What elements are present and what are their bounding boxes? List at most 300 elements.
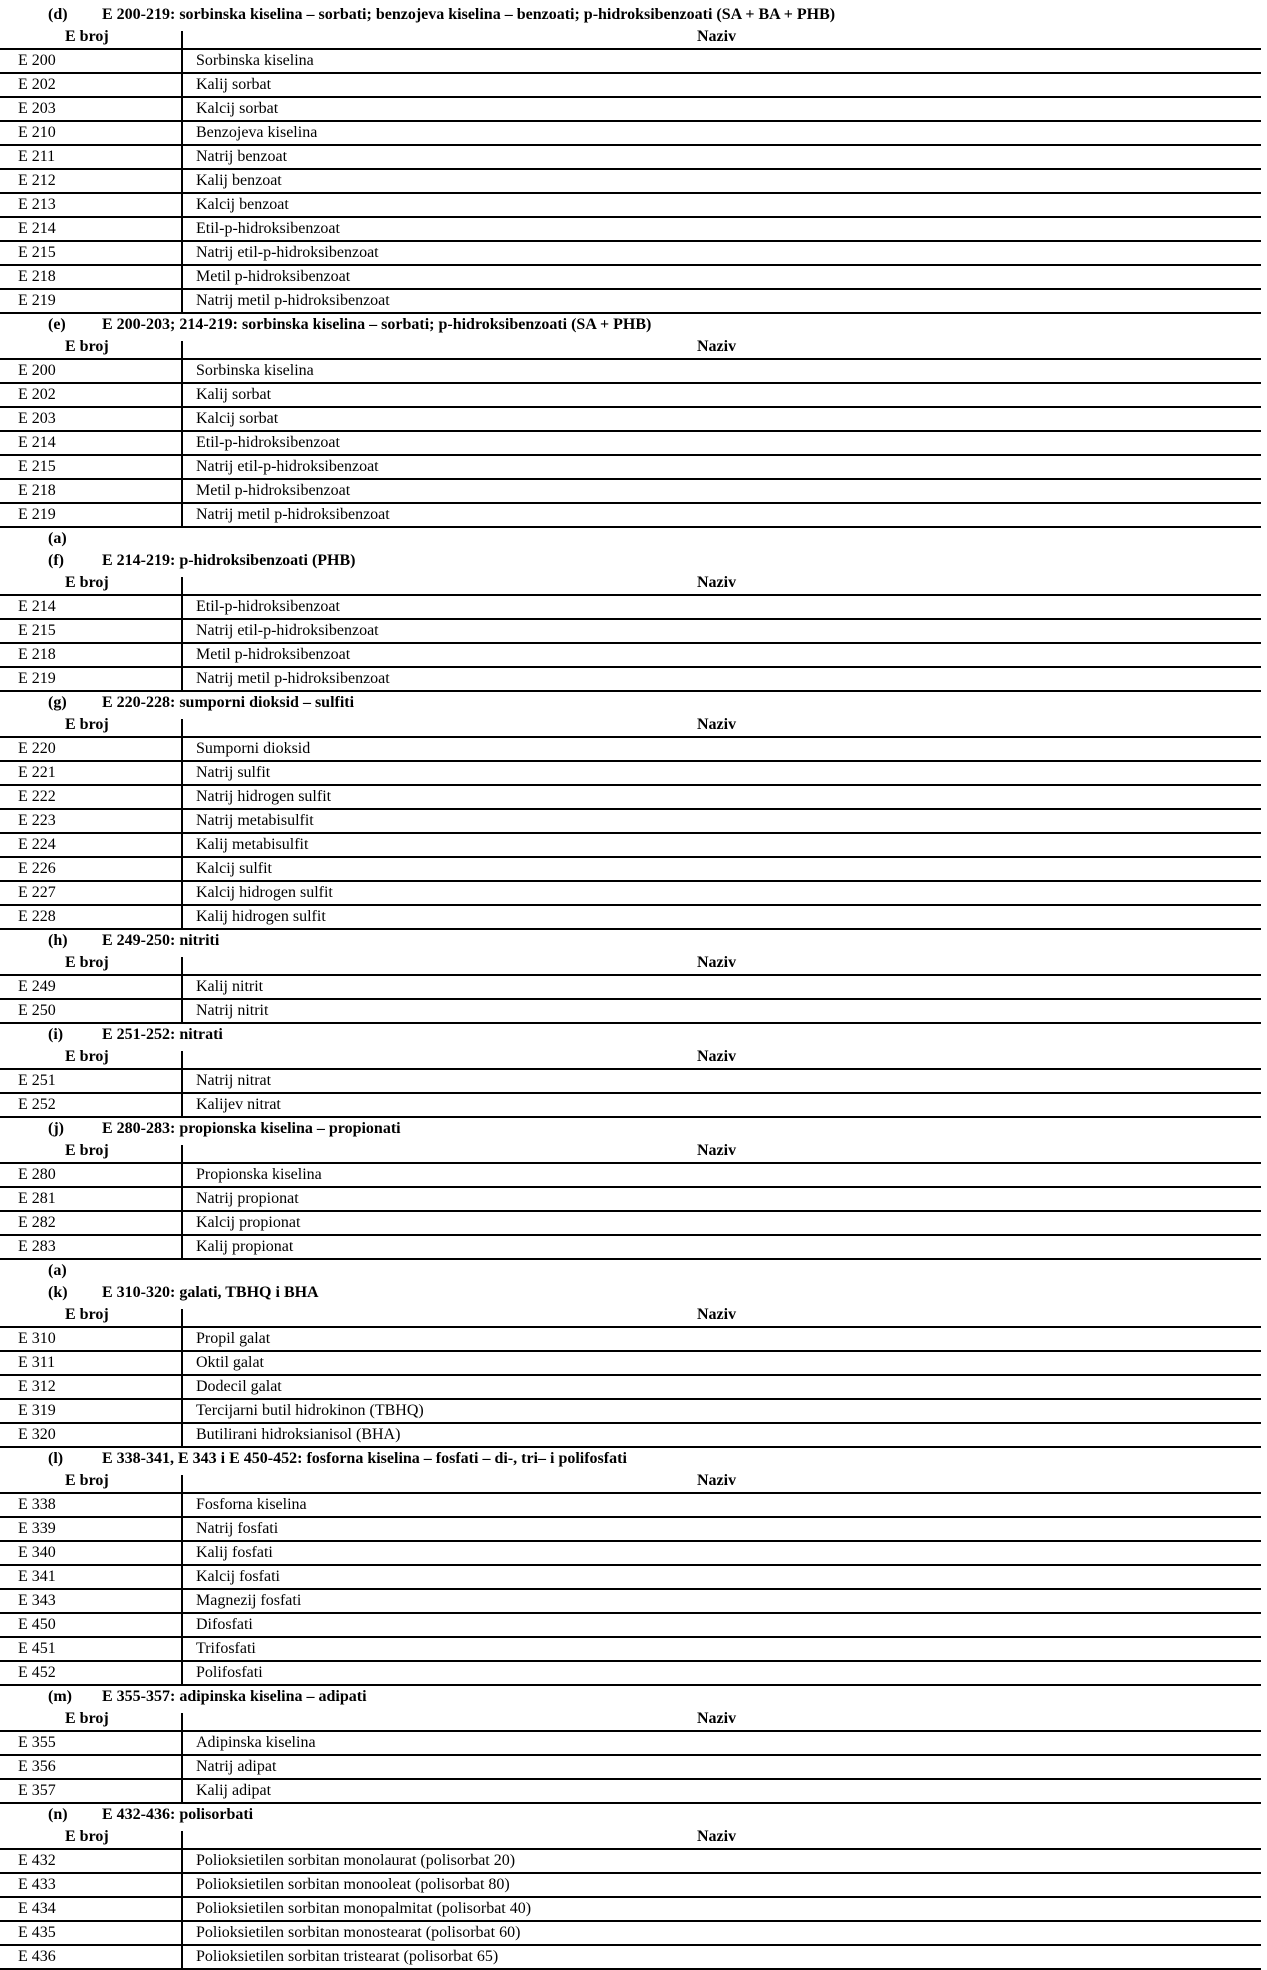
column-divider <box>181 1400 183 1424</box>
additive-table <box>0 1304 1267 1448</box>
footnote-marker <box>0 1260 1267 1282</box>
column-divider <box>181 882 183 906</box>
e-number-cell: E 214 <box>18 598 56 615</box>
table-row <box>0 1400 1261 1424</box>
header-e-broj: E broj <box>65 1472 109 1489</box>
column-divider <box>181 906 183 930</box>
header-naziv: Naziv <box>697 28 737 45</box>
section-letter: (e) <box>48 316 66 333</box>
table-row <box>0 194 1261 218</box>
table-row <box>0 1328 1261 1352</box>
section-title: E 214-219: p-hidroksibenzoati (PHB) <box>102 552 356 569</box>
column-divider <box>181 1874 183 1898</box>
column-divider <box>181 1309 183 1328</box>
e-number-cell: E 215 <box>18 244 56 261</box>
additive-table <box>0 714 1267 930</box>
e-number-cell: E 355 <box>18 1734 56 1751</box>
header-e-broj: E broj <box>65 716 109 733</box>
table-row <box>0 1874 1261 1898</box>
name-cell: Natrij fosfati <box>196 1520 279 1537</box>
e-number-cell: E 435 <box>18 1924 56 1941</box>
table-row <box>0 360 1261 384</box>
e-number-cell: E 224 <box>18 836 56 853</box>
table-row <box>0 1662 1261 1686</box>
column-divider <box>181 1424 183 1448</box>
name-cell: Natrij metil p-hidroksibenzoat <box>196 292 390 309</box>
section-heading <box>0 1024 1267 1046</box>
name-cell: Kalij propionat <box>196 1238 294 1255</box>
e-number-cell: E 215 <box>18 458 56 475</box>
e-number-cell: E 202 <box>18 76 56 93</box>
column-divider <box>181 1145 183 1164</box>
column-divider <box>181 266 183 290</box>
column-divider <box>181 194 183 218</box>
column-divider <box>181 1328 183 1352</box>
e-number-cell: E 200 <box>18 362 56 379</box>
header-naziv: Naziv <box>697 338 737 355</box>
column-divider <box>181 1376 183 1400</box>
column-divider <box>181 218 183 242</box>
e-number-cell: E 341 <box>18 1568 56 1585</box>
column-divider <box>181 1542 183 1566</box>
section-letter: (h) <box>48 932 68 949</box>
table-row <box>0 50 1261 74</box>
name-cell: Kalij benzoat <box>196 172 282 189</box>
e-number-cell: E 357 <box>18 1782 56 1799</box>
name-cell: Oktil galat <box>196 1354 264 1371</box>
e-number-cell: E 280 <box>18 1166 56 1183</box>
column-divider <box>181 1352 183 1376</box>
column-divider <box>181 1494 183 1518</box>
table-row <box>0 1566 1261 1590</box>
column-divider <box>181 762 183 786</box>
e-number-cell: E 203 <box>18 100 56 117</box>
section-letter: (l) <box>48 1450 64 1467</box>
table-row <box>0 1590 1261 1614</box>
name-cell: Kalij hidrogen sulfit <box>196 908 326 925</box>
name-cell: Sumporni dioksid <box>196 740 311 757</box>
section-title: E 220-228: sumporni dioksid – sulfiti <box>102 694 355 711</box>
e-number-cell: E 251 <box>18 1072 56 1089</box>
section-heading <box>0 4 1267 26</box>
e-number-cell: E 219 <box>18 292 56 309</box>
column-divider <box>181 170 183 194</box>
table-row <box>0 1850 1261 1874</box>
column-divider <box>181 668 183 692</box>
table-row <box>0 762 1261 786</box>
footnote-text: (a) <box>48 1262 67 1279</box>
e-number-cell: E 227 <box>18 884 56 901</box>
e-number-cell: E 220 <box>18 740 56 757</box>
additive-table <box>0 1708 1267 1804</box>
header-e-broj: E broj <box>65 1306 109 1323</box>
table-row <box>0 1756 1261 1780</box>
section-heading <box>0 1686 1267 1708</box>
table-row <box>0 218 1261 242</box>
name-cell: Natrij propionat <box>196 1190 299 1207</box>
name-cell: Kalij sorbat <box>196 76 272 93</box>
e-number-cell: E 211 <box>18 148 56 165</box>
section-heading <box>0 930 1267 952</box>
e-number-cell: E 212 <box>18 172 56 189</box>
column-divider <box>181 1590 183 1614</box>
column-divider <box>181 644 183 668</box>
name-cell: Fosforna kiselina <box>196 1496 307 1513</box>
column-divider <box>181 1475 183 1494</box>
e-number-cell: E 215 <box>18 622 56 639</box>
e-number-cell: E 436 <box>18 1948 56 1965</box>
additive-table <box>0 336 1267 528</box>
column-divider <box>181 1070 183 1094</box>
section-letter: (m) <box>48 1688 72 1705</box>
header-e-broj: E broj <box>65 28 109 45</box>
table-row <box>0 1518 1261 1542</box>
table-row <box>0 74 1261 98</box>
table-row <box>0 146 1261 170</box>
e-number-cell: E 452 <box>18 1664 56 1681</box>
name-cell: Natrij benzoat <box>196 148 288 165</box>
additive-table <box>0 1470 1267 1686</box>
name-cell: Etil-p-hidroksibenzoat <box>196 598 340 615</box>
column-divider <box>181 290 183 314</box>
column-divider <box>181 1780 183 1804</box>
section-heading <box>0 1282 1267 1304</box>
table-row <box>0 882 1261 906</box>
name-cell: Natrij metil p-hidroksibenzoat <box>196 670 390 687</box>
e-number-cell: E 219 <box>18 506 56 523</box>
section-heading <box>0 1804 1267 1826</box>
e-number-cell: E 222 <box>18 788 56 805</box>
header-e-broj: E broj <box>65 1710 109 1727</box>
e-number-cell: E 219 <box>18 670 56 687</box>
column-divider <box>181 1094 183 1118</box>
header-naziv: Naziv <box>697 1048 737 1065</box>
e-number-cell: E 319 <box>18 1402 56 1419</box>
column-divider <box>181 1236 183 1260</box>
table-row <box>0 1732 1261 1756</box>
name-cell: Kalcij propionat <box>196 1214 301 1231</box>
additive-table <box>0 1046 1267 1118</box>
e-number-cell: E 202 <box>18 386 56 403</box>
section-letter: (f) <box>48 552 64 569</box>
table-row <box>0 1780 1261 1804</box>
section-title: E 200-219: sorbinska kiselina – sorbati; benzojeva kiselina – benzoati; p-hidroksibenzoati (SA + BA + PHB) <box>102 6 836 23</box>
table-row <box>0 1638 1261 1662</box>
e-number-cell: E 228 <box>18 908 56 925</box>
table-row <box>0 1164 1261 1188</box>
table-row <box>0 1070 1261 1094</box>
name-cell: Polifosfati <box>196 1664 263 1681</box>
header-e-broj: E broj <box>65 954 109 971</box>
header-naziv: Naziv <box>697 716 737 733</box>
column-divider <box>181 858 183 882</box>
table-header-row <box>0 714 1261 738</box>
table-header-row <box>0 572 1261 596</box>
name-cell: Propil galat <box>196 1330 271 1347</box>
column-divider <box>181 98 183 122</box>
table-row <box>0 738 1261 762</box>
section-heading <box>0 692 1267 714</box>
table-row <box>0 98 1261 122</box>
name-cell: Kalij nitrit <box>196 978 264 995</box>
table-row <box>0 1212 1261 1236</box>
name-cell: Magnezij fosfati <box>196 1592 302 1609</box>
column-divider <box>181 1732 183 1756</box>
table-row <box>0 644 1261 668</box>
column-divider <box>181 480 183 504</box>
name-cell: Trifosfati <box>196 1640 256 1657</box>
e-number-cell: E 218 <box>18 268 56 285</box>
e-number-cell: E 221 <box>18 764 56 781</box>
table-row <box>0 170 1261 194</box>
name-cell: Sorbinska kiselina <box>196 52 314 69</box>
table-row <box>0 1922 1261 1946</box>
name-cell: Polioksietilen sorbitan monostearat (polisorbat 60) <box>196 1924 521 1941</box>
column-divider <box>181 1662 183 1686</box>
header-e-broj: E broj <box>65 574 109 591</box>
column-divider <box>181 1831 183 1850</box>
additive-table <box>0 1826 1267 1970</box>
column-divider <box>181 957 183 976</box>
name-cell: Adipinska kiselina <box>196 1734 316 1751</box>
table-row <box>0 786 1261 810</box>
table-header-row <box>0 1140 1261 1164</box>
e-number-cell: E 340 <box>18 1544 56 1561</box>
additive-table <box>0 26 1267 314</box>
table-row <box>0 456 1261 480</box>
e-number-cell: E 338 <box>18 1496 56 1513</box>
column-divider <box>181 1713 183 1732</box>
table-row <box>0 1094 1261 1118</box>
column-divider <box>181 1898 183 1922</box>
column-divider <box>181 1000 183 1024</box>
table-row <box>0 620 1261 644</box>
header-e-broj: E broj <box>65 1048 109 1065</box>
name-cell: Natrij etil-p-hidroksibenzoat <box>196 244 379 261</box>
table-header-row <box>0 336 1261 360</box>
name-cell: Kalcij benzoat <box>196 196 289 213</box>
e-number-cell: E 310 <box>18 1330 56 1347</box>
e-number-cell: E 312 <box>18 1378 56 1395</box>
table-row <box>0 906 1261 930</box>
table-row <box>0 1494 1261 1518</box>
column-divider <box>181 1518 183 1542</box>
name-cell: Natrij sulfit <box>196 764 271 781</box>
table-row <box>0 266 1261 290</box>
section-title: E 200-203; 214-219: sorbinska kiselina – sorbati; p-hidroksibenzoati (SA + PHB) <box>102 316 652 333</box>
e-number-cell: E 434 <box>18 1900 56 1917</box>
table-row <box>0 834 1261 858</box>
table-row <box>0 668 1261 692</box>
column-divider <box>181 242 183 266</box>
name-cell: Propionska kiselina <box>196 1166 322 1183</box>
name-cell: Kalij metabisulfit <box>196 836 309 853</box>
table-header-row <box>0 1826 1261 1850</box>
table-row <box>0 1898 1261 1922</box>
table-row <box>0 432 1261 456</box>
name-cell: Tercijarni butil hidrokinon (TBHQ) <box>196 1402 424 1419</box>
column-divider <box>181 1922 183 1946</box>
section-letter: (n) <box>48 1806 68 1823</box>
name-cell: Metil p-hidroksibenzoat <box>196 482 351 499</box>
header-e-broj: E broj <box>65 1828 109 1845</box>
column-divider <box>181 1051 183 1070</box>
name-cell: Kalcij sulfit <box>196 860 272 877</box>
section-title: E 355-357: adipinska kiselina – adipati <box>102 1688 367 1705</box>
column-divider <box>181 976 183 1000</box>
column-divider <box>181 834 183 858</box>
header-e-broj: E broj <box>65 338 109 355</box>
table-header-row <box>0 1046 1261 1070</box>
column-divider <box>181 738 183 762</box>
column-divider <box>181 786 183 810</box>
e-number-cell: E 218 <box>18 646 56 663</box>
name-cell: Kalijev nitrat <box>196 1096 281 1113</box>
e-number-cell: E 249 <box>18 978 56 995</box>
column-divider <box>181 620 183 644</box>
table-row <box>0 976 1261 1000</box>
e-number-cell: E 433 <box>18 1876 56 1893</box>
column-divider <box>181 1614 183 1638</box>
e-number-cell: E 356 <box>18 1758 56 1775</box>
section-letter: (k) <box>48 1284 68 1301</box>
header-naziv: Naziv <box>697 1710 737 1727</box>
table-header-row <box>0 1708 1261 1732</box>
name-cell: Natrij etil-p-hidroksibenzoat <box>196 622 379 639</box>
column-divider <box>181 408 183 432</box>
column-divider <box>181 719 183 738</box>
name-cell: Etil-p-hidroksibenzoat <box>196 220 340 237</box>
column-divider <box>181 810 183 834</box>
table-header-row <box>0 1470 1261 1494</box>
section-heading <box>0 1118 1267 1140</box>
column-divider <box>181 1188 183 1212</box>
column-divider <box>181 1756 183 1780</box>
name-cell: Polioksietilen sorbitan tristearat (polisorbat 65) <box>196 1948 499 1965</box>
column-divider <box>181 31 183 50</box>
additive-tables-document <box>0 4 1267 1970</box>
name-cell: Difosfati <box>196 1616 253 1633</box>
e-number-cell: E 282 <box>18 1214 56 1231</box>
table-header-row <box>0 26 1261 50</box>
section-title: E 251-252: nitrati <box>102 1026 223 1043</box>
e-number-cell: E 339 <box>18 1520 56 1537</box>
table-row <box>0 1542 1261 1566</box>
section-heading <box>0 550 1267 572</box>
column-divider <box>181 50 183 74</box>
section-heading <box>0 314 1267 336</box>
name-cell: Metil p-hidroksibenzoat <box>196 646 351 663</box>
name-cell: Sorbinska kiselina <box>196 362 314 379</box>
column-divider <box>181 384 183 408</box>
e-number-cell: E 450 <box>18 1616 56 1633</box>
column-divider <box>181 1566 183 1590</box>
name-cell: Kalij adipat <box>196 1782 272 1799</box>
e-number-cell: E 451 <box>18 1640 56 1657</box>
column-divider <box>181 360 183 384</box>
column-divider <box>181 1164 183 1188</box>
column-divider <box>181 1638 183 1662</box>
name-cell: Kalcij sorbat <box>196 410 279 427</box>
name-cell: Polioksietilen sorbitan monooleat (polisorbat 80) <box>196 1876 510 1893</box>
column-divider <box>181 74 183 98</box>
table-row <box>0 122 1261 146</box>
additive-table <box>0 1140 1267 1260</box>
column-divider <box>181 456 183 480</box>
section-letter: (i) <box>48 1026 64 1043</box>
name-cell: Dodecil galat <box>196 1378 282 1395</box>
name-cell: Kalij fosfati <box>196 1544 273 1561</box>
name-cell: Natrij etil-p-hidroksibenzoat <box>196 458 379 475</box>
name-cell: Polioksietilen sorbitan monolaurat (polisorbat 20) <box>196 1852 516 1869</box>
header-naziv: Naziv <box>697 954 737 971</box>
table-row <box>0 242 1261 266</box>
header-naziv: Naziv <box>697 1472 737 1489</box>
table-row <box>0 1376 1261 1400</box>
e-number-cell: E 432 <box>18 1852 56 1869</box>
e-number-cell: E 214 <box>18 220 56 237</box>
table-row <box>0 1000 1261 1024</box>
name-cell: Etil-p-hidroksibenzoat <box>196 434 340 451</box>
section-heading <box>0 1448 1267 1470</box>
section-title: E 280-283: propionska kiselina – propionati <box>102 1120 401 1137</box>
name-cell: Natrij metil p-hidroksibenzoat <box>196 506 390 523</box>
e-number-cell: E 213 <box>18 196 56 213</box>
footnote-marker <box>0 528 1267 550</box>
e-number-cell: E 252 <box>18 1096 56 1113</box>
e-number-cell: E 226 <box>18 860 56 877</box>
table-row <box>0 1188 1261 1212</box>
column-divider <box>181 146 183 170</box>
section-letter: (g) <box>48 694 67 711</box>
e-number-cell: E 210 <box>18 124 56 141</box>
table-header-row <box>0 952 1261 976</box>
e-number-cell: E 203 <box>18 410 56 427</box>
name-cell: Metil p-hidroksibenzoat <box>196 268 351 285</box>
table-row <box>0 858 1261 882</box>
column-divider <box>181 577 183 596</box>
name-cell: Kalij sorbat <box>196 386 272 403</box>
column-divider <box>181 1212 183 1236</box>
name-cell: Kalcij sorbat <box>196 100 279 117</box>
e-number-cell: E 343 <box>18 1592 56 1609</box>
e-number-cell: E 214 <box>18 434 56 451</box>
table-row <box>0 384 1261 408</box>
e-number-cell: E 250 <box>18 1002 56 1019</box>
table-row <box>0 480 1261 504</box>
name-cell: Natrij hidrogen sulfit <box>196 788 332 805</box>
header-naziv: Naziv <box>697 1142 737 1159</box>
table-row <box>0 1614 1261 1638</box>
e-number-cell: E 281 <box>18 1190 56 1207</box>
column-divider <box>181 596 183 620</box>
column-divider <box>181 341 183 360</box>
table-row <box>0 290 1261 314</box>
footnote-text: (a) <box>48 530 67 547</box>
name-cell: Butilirani hidroksianisol (BHA) <box>196 1426 401 1443</box>
header-naziv: Naziv <box>697 1828 737 1845</box>
additive-table <box>0 952 1267 1024</box>
column-divider <box>181 432 183 456</box>
section-title: E 249-250: nitriti <box>102 932 220 949</box>
name-cell: Natrij nitrat <box>196 1072 272 1089</box>
section-letter: (d) <box>48 6 68 23</box>
table-row <box>0 596 1261 620</box>
header-naziv: Naziv <box>697 1306 737 1323</box>
column-divider <box>181 122 183 146</box>
additive-table <box>0 572 1267 692</box>
table-row <box>0 1236 1261 1260</box>
